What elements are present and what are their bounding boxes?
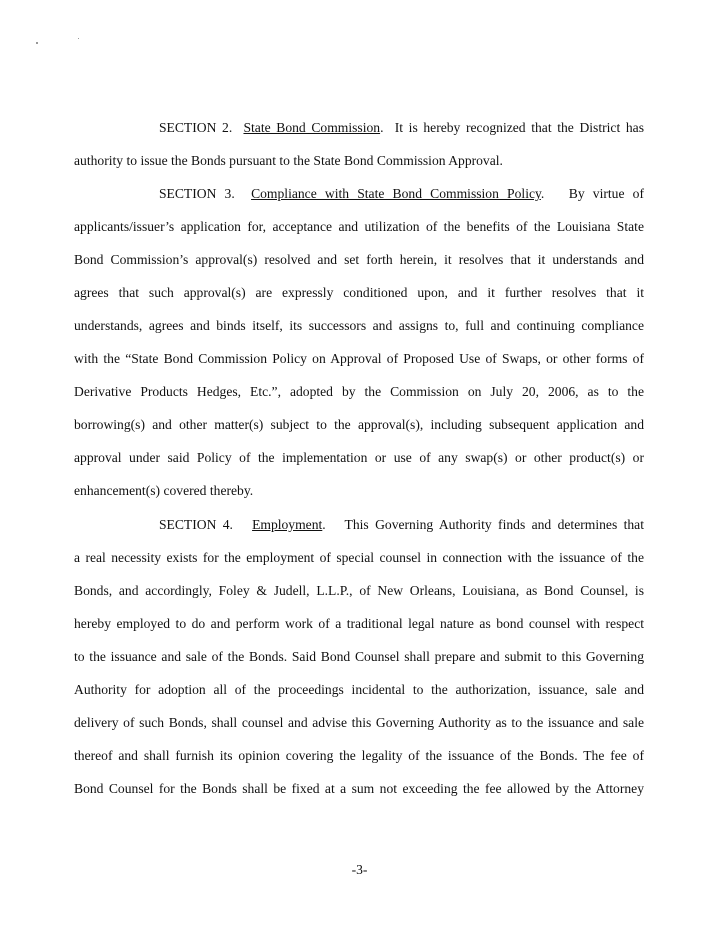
section-4-line: hereby employed to do and perform work of a traditional legal nature as bond counsel with respect <box>74 616 644 631</box>
section-heading: Employment <box>252 517 323 532</box>
section-3-line-1: SECTION 3. Compliance with State Bond Commission Policy. By virtue of <box>159 186 644 201</box>
section-3-line: agrees that such approval(s) are expressly conditioned upon, and it further resolves that it <box>74 285 644 300</box>
section-heading: State Bond Commission <box>243 120 381 135</box>
scan-speck <box>78 38 79 39</box>
section-4-line: Bond Counsel for the Bonds shall be fixed at a sum not exceeding the fee allowed by the Attorney <box>74 781 644 796</box>
section-3-line: approval under said Policy of the implementation or use of any swap(s) or other product(s) or <box>74 450 644 465</box>
section-heading: Compliance with State Bond Commission Policy <box>251 186 541 201</box>
section-3-line: Derivative Products Hedges, Etc.”, adopted by the Commission on July 20, 2006, as to the <box>74 384 644 399</box>
section-3-line: borrowing(s) and other matter(s) subject to the approval(s), including subsequent application and <box>74 417 644 432</box>
section-2-line-2: authority to issue the Bonds pursuant to the State Bond Commission Approval. <box>74 153 503 168</box>
section-4-line: thereof and shall furnish its opinion covering the legality of the issuance of the Bonds. The fee of <box>74 748 644 763</box>
section-2-line-1: SECTION 2. State Bond Commission. It is hereby recognized that the District has <box>159 120 644 135</box>
section-4-line: Authority for adoption all of the proceedings incidental to the authorization, issuance, sale and <box>74 682 644 697</box>
section-3-line: enhancement(s) covered thereby. <box>74 483 254 498</box>
section-4-line: a real necessity exists for the employment of special counsel in connection with the issuance of the <box>74 550 644 565</box>
section-3-line: understands, agrees and binds itself, its successors and assigns to, full and continuing compliance <box>74 318 644 333</box>
section-3-line: applicants/issuer’s application for, acceptance and utilization of the benefits of the Louisiana State <box>74 219 644 234</box>
section-4-line: delivery of such Bonds, shall counsel and advise this Governing Authority as to the issuance and sale <box>74 715 644 730</box>
section-4-line: Bonds, and accordingly, Foley & Judell, L.L.P., of New Orleans, Louisiana, as Bond Counsel, is <box>74 583 644 598</box>
section-4-line-1: SECTION 4. Employment. This Governing Authority finds and determines that <box>159 517 644 532</box>
section-4-line: to the issuance and sale of the Bonds. Said Bond Counsel shall prepare and submit to this Governing <box>74 649 644 664</box>
section-3-line: with the “State Bond Commission Policy on Approval of Proposed Use of Swaps, or other forms of <box>74 351 644 366</box>
section-label: SECTION 3. <box>159 186 235 201</box>
section-label: SECTION 2. <box>159 120 233 135</box>
scan-speck <box>36 42 38 44</box>
page-number: -3- <box>351 862 368 877</box>
section-3-line: Bond Commission’s approval(s) resolved and set forth herein, it resolves that it understands and <box>74 252 644 267</box>
section-label: SECTION 4. <box>159 517 233 532</box>
